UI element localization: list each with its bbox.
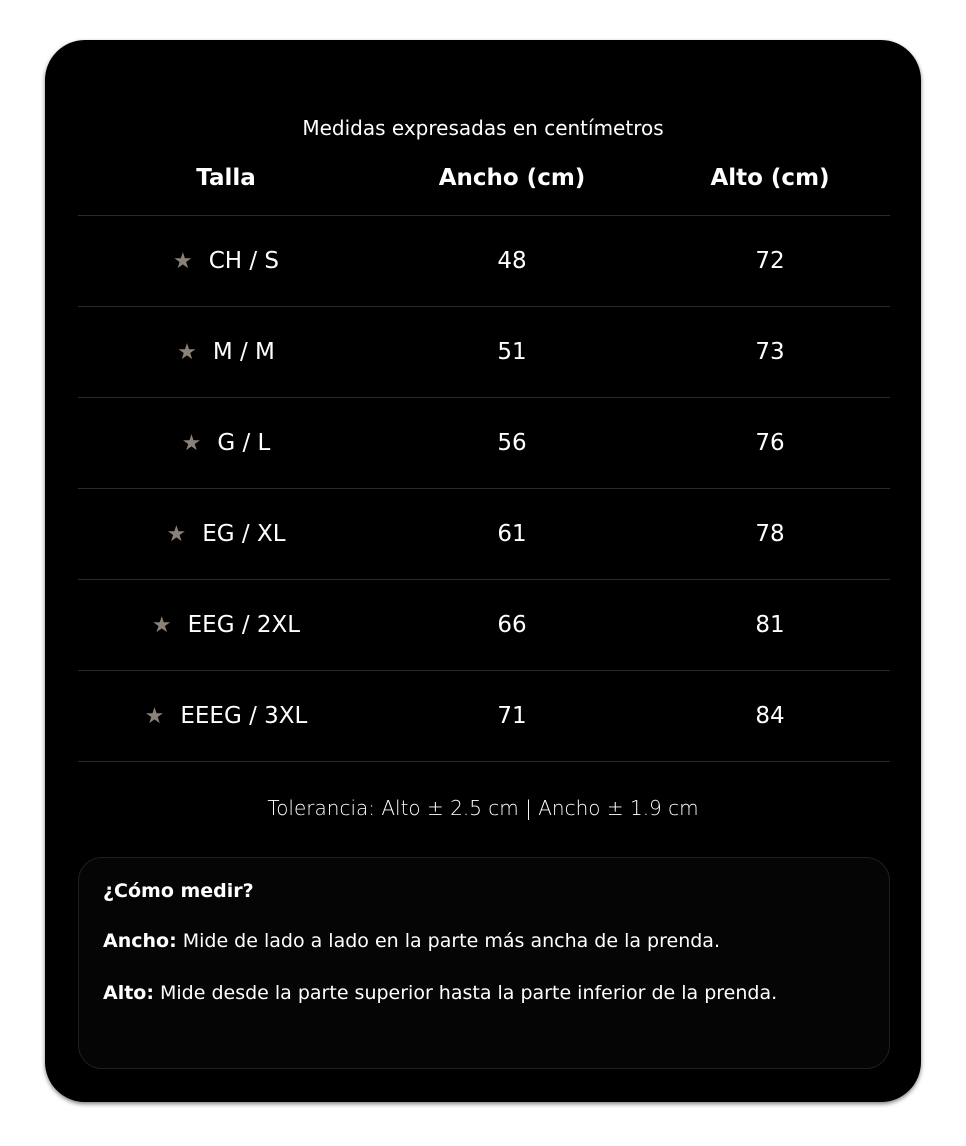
alto-value: 72 xyxy=(755,248,785,274)
header-alto: Alto (cm) xyxy=(710,164,830,191)
alto-value: 76 xyxy=(755,430,785,456)
ancho-value: 66 xyxy=(497,612,527,638)
ancho-value: 61 xyxy=(497,521,527,547)
table-row xyxy=(78,580,890,671)
table-row xyxy=(78,489,890,580)
alto-value: 73 xyxy=(755,339,785,365)
alto-text: Mide desde la parte superior hasta la parte inferior de la prenda. xyxy=(153,982,778,1004)
ancho-text: Mide de lado a lado en la parte más ancha de la prenda. xyxy=(176,930,720,952)
size-cell xyxy=(78,248,374,274)
table-row xyxy=(78,307,890,398)
table-header-row xyxy=(78,140,890,216)
size-cell xyxy=(78,430,374,456)
how-to-measure-title: ¿Cómo medir? xyxy=(103,880,254,902)
size-label: EEG / 2XL xyxy=(187,612,301,638)
ancho-label: Ancho: xyxy=(103,930,177,952)
units-caption: Medidas expresadas en centímetros xyxy=(302,116,664,140)
size-guide-card xyxy=(45,40,921,1102)
ancho-value: 48 xyxy=(497,248,527,274)
ancho-value: 56 xyxy=(497,430,527,456)
table-row xyxy=(78,216,890,307)
size-cell xyxy=(78,612,374,638)
alto-value: 81 xyxy=(755,612,785,638)
size-table xyxy=(78,140,890,762)
size-label: EG / XL xyxy=(202,521,286,547)
ancho-value: 51 xyxy=(497,339,527,365)
size-label: EEEG / 3XL xyxy=(180,703,308,729)
size-cell xyxy=(78,703,374,729)
table-row xyxy=(78,671,890,762)
star-icon: ★ xyxy=(177,339,197,365)
alto-value: 84 xyxy=(755,703,785,729)
size-label: CH / S xyxy=(208,248,280,274)
alto-value: 78 xyxy=(755,521,785,547)
alto-instruction xyxy=(103,982,865,1004)
size-cell xyxy=(78,339,374,365)
ancho-instruction xyxy=(103,930,865,952)
tolerance-note: Tolerancia: Alto ± 2.5 cm | Ancho ± 1.9 cm xyxy=(267,796,699,820)
header-ancho: Ancho (cm) xyxy=(438,164,586,191)
ancho-value: 71 xyxy=(497,703,527,729)
how-to-measure-box xyxy=(78,857,890,1069)
star-icon: ★ xyxy=(144,703,165,729)
star-icon: ★ xyxy=(172,248,193,274)
star-icon: ★ xyxy=(151,612,172,638)
size-cell xyxy=(78,521,374,547)
star-icon: ★ xyxy=(166,521,187,547)
header-talla: Talla xyxy=(196,164,256,191)
table-row xyxy=(78,398,890,489)
size-label: M / M xyxy=(212,339,275,365)
star-icon: ★ xyxy=(181,430,202,456)
size-label: G / L xyxy=(217,430,271,456)
alto-label: Alto: xyxy=(103,982,154,1004)
